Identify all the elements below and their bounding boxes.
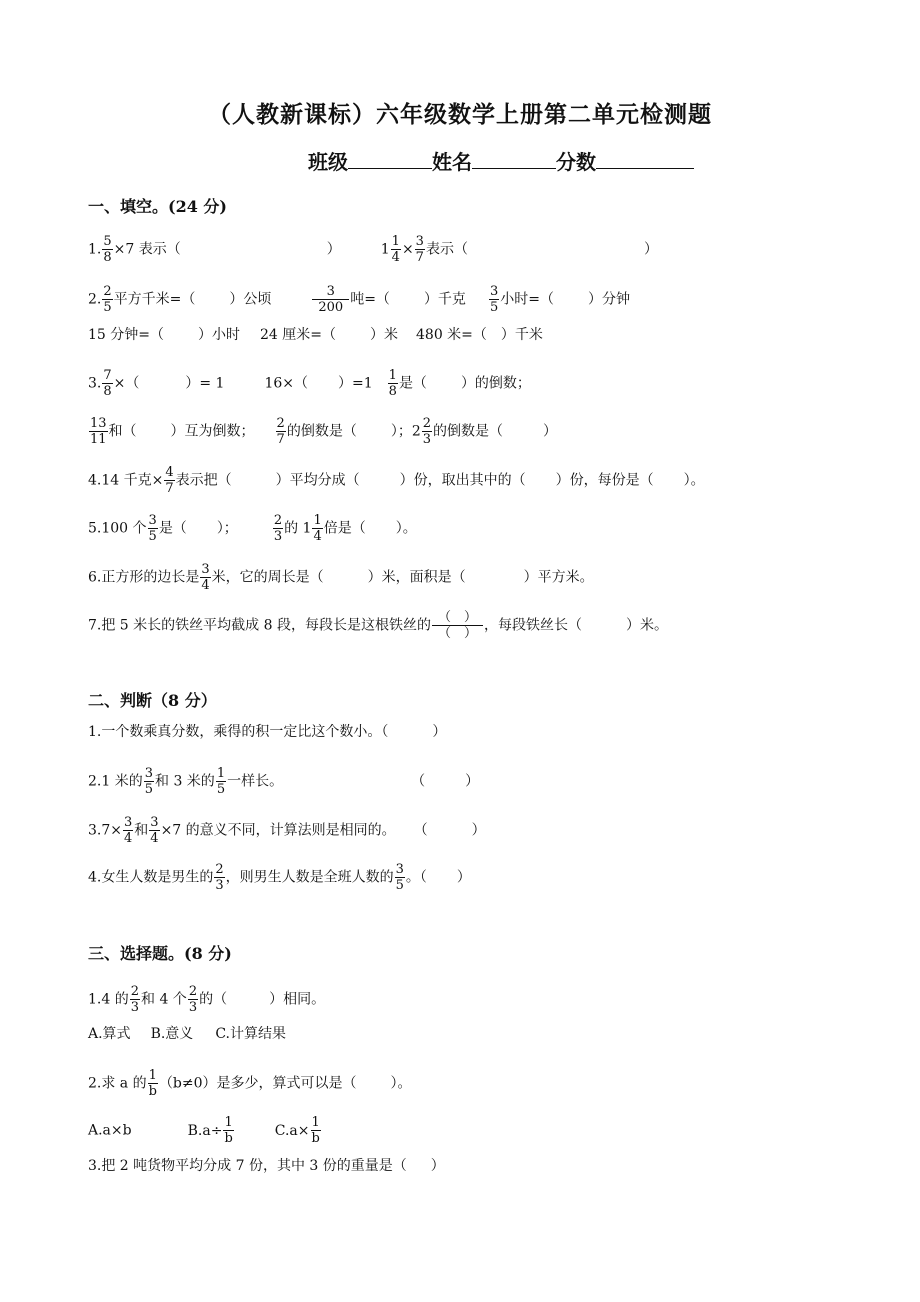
fraction: $\frac{2}{3}$ [273, 513, 283, 544]
fraction: $\frac{1}{4}$ [313, 513, 322, 544]
fraction: $\frac{2}{3}$ [130, 984, 139, 1015]
choice-1: 1.4 的 $\frac{2}{3}$ 和 4 个 $\frac{2}{3}$ 的（ ）相同。 [88, 984, 326, 1015]
judge-2: 2.1 米的 $\frac{3}{5}$ 和 3 米的 $\frac{1}{5}$ 一样长。 （ ） [88, 766, 480, 797]
option-c[interactable]: C.a× $\frac{1}{b}$ [274, 1115, 320, 1146]
fraction: $\frac{7}{8}$ [103, 368, 112, 399]
question-6: 6.正方形的边长是 $\frac{3}{4}$ 米，它的周长是（ ）米，面积是（ ）平方米。 [88, 562, 594, 593]
page-title: （人教新课标）六年级数学上册第二单元检测题 [208, 101, 712, 128]
fraction: $\frac{3}{4}$ [201, 562, 210, 593]
fraction: $\frac{3}{7}$ [415, 234, 424, 265]
fraction: $\frac{1}{4}$ [391, 234, 400, 265]
judge-4: 4.女生人数是男生的 $\frac{2}{3}$ ，则男生人数是全班人数的 $\frac{3}{5}$ 。（ ） [88, 862, 471, 893]
option-a[interactable]: A.a×b [88, 1122, 132, 1139]
question-7: 7.把 5 米长的铁丝平均截成 8 段，每段长是这根铁丝的 $\frac{( )}{( )}$ ，每段铁丝长（ ）米。 [88, 610, 668, 641]
fraction: $\frac{13}{11}$ [90, 416, 107, 447]
fraction: $\frac{5}{8}$ [103, 234, 112, 265]
option-a[interactable]: A.算式 [88, 1026, 131, 1042]
section-true-false: 二、判断（8 分） [88, 691, 217, 710]
fraction: $\frac{1}{b}$ [148, 1068, 157, 1099]
fraction: $\frac{1}{b}$ [224, 1115, 233, 1146]
judge-3: 3.7× $\frac{3}{4}$ 和 $\frac{3}{4}$ ×7 的意义不同，计算法则是相同的。 （ ） [88, 815, 486, 846]
section-multiple-choice: 三、选择题。(8 分) [88, 944, 232, 963]
fraction: $\frac{( )}{( )}$ [432, 610, 483, 641]
student-info-line [308, 146, 694, 175]
fraction: $\frac{3}{5}$ [144, 766, 153, 797]
fraction: $\frac{2}{3}$ [422, 416, 432, 447]
option-b[interactable]: B.a÷ $\frac{1}{b}$ [187, 1115, 233, 1146]
question-1: 1. $\frac{5}{8}$ ×7 表示（ ） 1 $\frac{1}{4}$ × $\frac{3}{7}$ 表示（ ） [88, 234, 658, 265]
fraction: $\frac{2}{3}$ [188, 984, 198, 1015]
choice-2-options [88, 1115, 322, 1146]
fraction: $\frac{4}{7}$ [165, 465, 174, 496]
fraction: $\frac{2}{3}$ [215, 862, 224, 893]
fraction: $\frac{2}{7}$ [276, 416, 285, 447]
option-c[interactable]: C.计算结果 [215, 1026, 286, 1042]
fraction: $\frac{3}{4}$ [150, 815, 159, 846]
question-3-line-2: $\frac{13}{11}$ 和（ ）互为倒数； $\frac{2}{7}$ 的倒数是（ ）；2 $\frac{2}{3}$ 的倒数是（ ） [90, 416, 558, 447]
fraction: $\frac{1}{5}$ [216, 766, 226, 797]
question-5: 5.100 个 $\frac{3}{5}$ 是（ ）； $\frac{2}{3}$ 的 1 $\frac{1}{4}$ 倍是（ ）。 [88, 513, 417, 544]
name-blank[interactable] [472, 148, 556, 169]
fraction: $\frac{2}{5}$ [103, 284, 112, 315]
question-3: 3. $\frac{7}{8}$ ×（ ）= 1 16×（ ）=1 $\frac{1}{8}$ 是（ ）的倒数； [88, 368, 531, 399]
class-label: 班级 [308, 150, 348, 174]
question-4: 4.14 千克× $\frac{4}{7}$ 表示把（ ）平均分成（ ）份，取出其中的（ ）份，每份是（ ）。 [88, 465, 705, 496]
score-label: 分数 [556, 150, 596, 174]
fraction: $\frac{3}{4}$ [124, 815, 133, 846]
class-blank[interactable] [348, 148, 432, 169]
judge-1: 1.一个数乘真分数，乘得的积一定比这个数小。（ ） [88, 724, 447, 740]
option-b[interactable]: B.意义 [150, 1026, 194, 1042]
fraction: $\frac{3}{5}$ [489, 284, 499, 315]
score-blank[interactable] [596, 148, 694, 169]
fraction: $\frac{1}{8}$ [388, 368, 397, 399]
fraction: $\frac{3}{200}$ [312, 284, 349, 315]
fraction: $\frac{3}{5}$ [395, 862, 404, 893]
section-fill-in: 一、填空。(24 分) [88, 197, 227, 216]
fraction: $\frac{3}{5}$ [148, 513, 157, 544]
choice-1-options [88, 1024, 286, 1044]
choice-3: 3.把 2 吨货物平均分成 7 份，其中 3 份的重量是（ ） [88, 1158, 445, 1174]
fraction: $\frac{1}{b}$ [311, 1115, 320, 1146]
question-2: 2. $\frac{2}{5}$ 平方千米=（ ）公顷 $\frac{3}{200}$ 吨=（ ）千克 $\frac{3}{5}$ 小时=（ ）分钟 [88, 284, 630, 315]
question-2-line-2: 15 分钟=（ ）小时 24 厘米=（ ）米 480 米=（ ）千米 [88, 327, 543, 343]
name-label: 姓名 [432, 150, 472, 174]
choice-2: 2.求 a 的 $\frac{1}{b}$ （b≠0）是多少，算式可以是（ ）。 [88, 1068, 412, 1099]
